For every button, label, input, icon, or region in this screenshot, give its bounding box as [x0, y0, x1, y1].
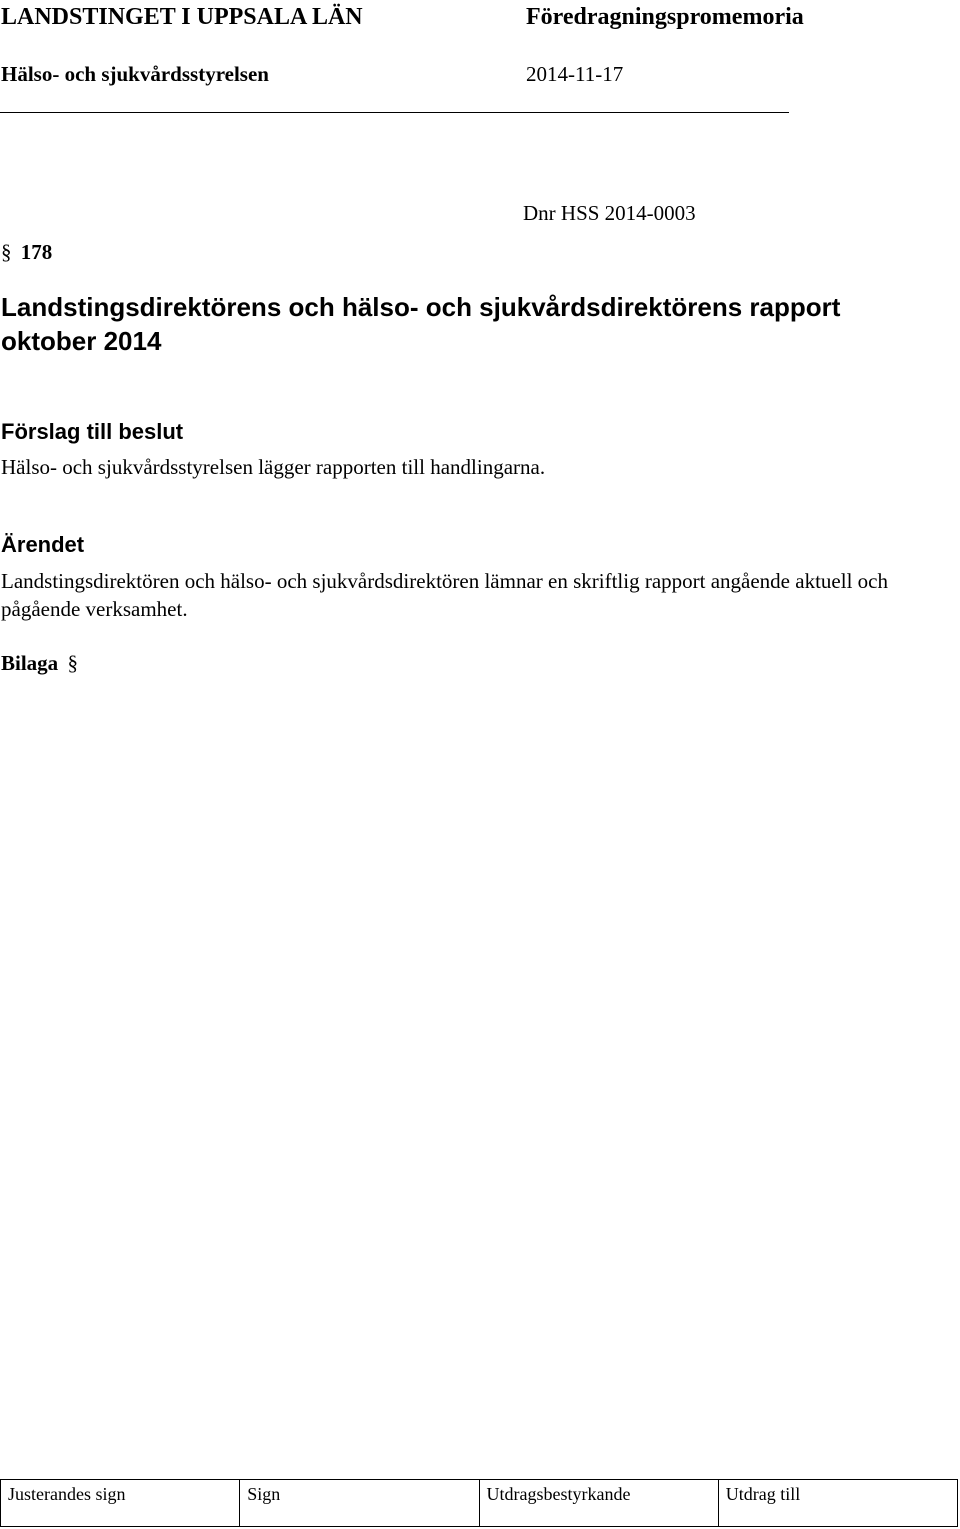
matter-text: Landstingsdirektören och hälso- och sjukvårdsdirektören lämnar en skriftlig rapport angående aktuell och pågående verksamhet.	[1, 569, 888, 621]
document-type: Föredragningspromemoria	[526, 4, 804, 30]
proposal-text: Hälso- och sjukvårdsstyrelsen lägger rapporten till handlingarna.	[1, 455, 546, 479]
signature-cell-utdrag-till: Utdrag till	[718, 1480, 957, 1526]
matter-heading: Ärendet	[1, 532, 85, 557]
attachment-line	[1, 651, 78, 676]
attachment-section-sign: §	[67, 651, 78, 675]
document-date: 2014-11-17	[526, 62, 624, 86]
page-title: Landstingsdirektörens och hälso- och sjukvårdsdirektörens rapport oktober 2014	[1, 292, 841, 356]
paragraph-number	[1, 240, 52, 265]
signature-cell-utdragsbestyrkande: Utdragsbestyrkande	[479, 1480, 718, 1526]
paragraph-number-value: 178	[20, 240, 53, 264]
organization-name: LANDSTINGET I UPPSALA LÄN	[1, 4, 363, 30]
signature-cell-sign: Sign	[239, 1480, 478, 1526]
signature-cell-justerandes-sign: Justerandes sign	[8, 1484, 126, 1504]
header-divider	[0, 112, 789, 113]
signature-table	[0, 1479, 958, 1527]
section-sign: §	[1, 240, 12, 264]
diary-number: Dnr HSS 2014-0003	[523, 201, 696, 225]
board-name: Hälso- och sjukvårdsstyrelsen	[1, 62, 269, 86]
attachment-label: Bilaga	[1, 651, 59, 675]
proposal-heading: Förslag till beslut	[1, 419, 184, 444]
